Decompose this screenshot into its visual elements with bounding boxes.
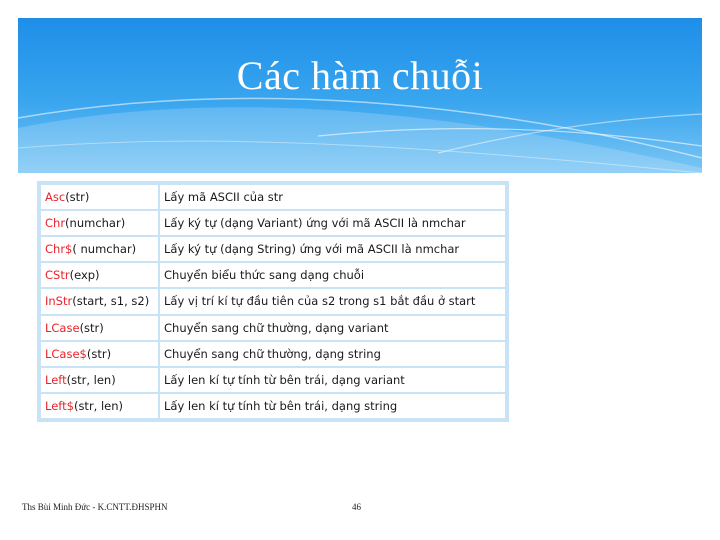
table-row (40, 210, 506, 236)
function-name: LCase (45, 320, 80, 335)
function-arguments: (str) (79, 320, 104, 335)
function-description-cell: Lấy ký tự (dạng String) ứng với mã ASCII là nmchar (159, 236, 506, 262)
function-arguments: (exp) (69, 268, 100, 283)
function-name: Left (45, 372, 67, 387)
table-row (40, 262, 506, 288)
function-arguments: ( numchar) (72, 242, 137, 257)
function-description-cell: Lấy ký tự (dạng Variant) ứng với mã ASCII là nmchar (159, 210, 506, 236)
table-row (40, 315, 506, 341)
table-row (40, 236, 506, 262)
function-description-cell: Chuyển biểu thức sang dạng chuỗi (159, 262, 506, 288)
function-arguments: (numchar) (65, 216, 126, 231)
page-title: Các hàm chuỗi (236, 53, 484, 98)
table-row (40, 184, 506, 210)
function-arguments: (start, s1, s2) (72, 294, 150, 309)
page-number: 46 (352, 502, 361, 512)
table-row (40, 288, 506, 314)
function-description-cell: Lấy vị trí kí tự đầu tiên của s2 trong s1 bắt đầu ở start (159, 288, 506, 314)
function-signature-cell (40, 393, 159, 419)
function-description-cell: Lấy mã ASCII của str (159, 184, 506, 210)
function-description-cell: Lấy len kí tự tính từ bên trái, dạng string (159, 393, 506, 419)
function-name: Chr (45, 216, 66, 231)
function-signature-cell (40, 184, 159, 210)
function-arguments: (str, len) (66, 372, 116, 387)
function-signature-cell (40, 315, 159, 341)
function-arguments: (str) (65, 190, 90, 205)
function-description-cell: Chuyển sang chữ thường, dạng variant (159, 315, 506, 341)
table-row (40, 341, 506, 367)
string-functions-table-container (37, 181, 509, 422)
string-functions-table (39, 183, 507, 420)
table-row (40, 367, 506, 393)
footer-author: Ths Bùi Minh Đức - K.CNTT.ĐHSPHN (22, 502, 168, 512)
function-name: Chr$ (45, 242, 73, 257)
function-signature-cell (40, 341, 159, 367)
function-arguments: (str) (86, 346, 112, 361)
function-signature-cell (40, 262, 159, 288)
function-arguments: (str, len) (73, 398, 124, 413)
function-description-cell: Lấy len kí tự tính từ bên trái, dạng variant (159, 367, 506, 393)
table-row (40, 393, 506, 419)
function-signature-cell (40, 210, 159, 236)
function-name: LCase$ (45, 346, 87, 361)
function-signature-cell (40, 236, 159, 262)
function-name: Asc (45, 190, 66, 205)
function-name: InStr (45, 294, 73, 309)
function-signature-cell (40, 288, 159, 314)
function-signature-cell (40, 367, 159, 393)
function-description-cell: Chuyển sang chữ thường, dạng string (159, 341, 506, 367)
function-name: Left$ (45, 398, 74, 413)
function-name: CStr (45, 268, 70, 283)
